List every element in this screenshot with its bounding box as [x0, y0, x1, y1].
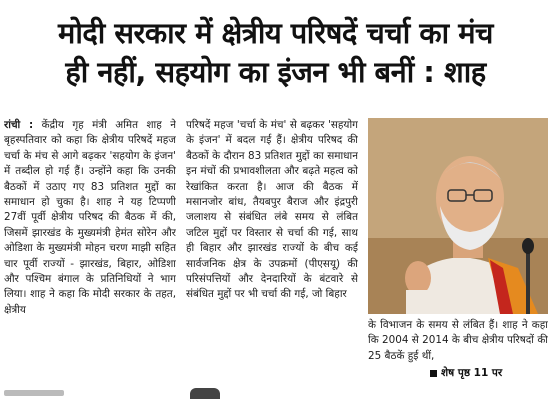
- continued-text: शेष पृष्ठ 11 पर: [441, 367, 503, 379]
- square-bullet-icon: [430, 370, 437, 377]
- cropped-image-fragment-2: [190, 388, 220, 399]
- dateline: रांची :: [4, 119, 34, 131]
- headline-line-2: ही नहीं, सहयोग का इंजन भी बनीं : शाह: [65, 55, 486, 89]
- article-column-2: [186, 118, 358, 384]
- headline-line-1: मोदी सरकार में क्षेत्रीय परिषदें चर्चा का मंच: [58, 16, 493, 50]
- article-text-1: केंद्रीय गृह मंत्री अमित शाह ने बृहस्पतिवार को कहा कि क्षेत्रीय परिषदें महज चर्चा के मंच से आगे बढ़कर 'सहयोग के इंजन' में तब्दील हो गई हैं। उन्होंने कहा कि उनकी बैठकों में उठाए गए 83 प्रतिशत मुद्दों का समाधान हो चुका है। शाह ने यह टिप्पणी 27वीं पूर्वी क्षेत्रीय परिषद की बैठक में की, जिसमें झारखंड के मुख्यमंत्री हेमंत सोरेन और ओडिशा के मुख्यमंत्री मोहन चरण माझी सहित चार पूर्वी राज्यों - झारखंड, बिहार, ओडिशा और पश्चिम बंगाल के प्रतिनिधियों ने भाग लिया। शाह ने कहा कि मोदी सरकार के तहत, क्षेत्रीय: [4, 119, 176, 316]
- cropped-image-fragment: [4, 390, 64, 396]
- portrait-illustration: [368, 118, 548, 314]
- next-article-strip: [0, 386, 551, 401]
- continued-on-page: [430, 366, 502, 380]
- article-text-3: के विभाजन के समय से लंबित हैं। शाह ने कहा कि 2004 से 2014 के बीच क्षेत्रीय परिषदों की 25 बैठकें हुई थीं,: [368, 319, 548, 362]
- article-column-1: [4, 118, 176, 384]
- article-text-2: परिषदें महज 'चर्चा के मंच' से बढ़कर 'सहयोग के इंजन' में बदल गई हैं। क्षेत्रीय परिषद की बैठकों के दौरान 83 प्रतिशत मुद्दों का समाधान इन मंचों की प्रभावशीलता और बढ़ते महत्व को रेखांकित करता है। आज की बैठक में मसानजोर बांध, तैयबपुर बैराज और इंद्रपुरी जलाशय से संबंधित लंबे समय से लंबित जटिल मुद्दों पर विस्तार से चर्चा की गई, साथ ही बिहार और झारखंड राज्यों के बीच कई सार्वजनिक क्षेत्र के उपक्रमों (पीएसयू) की परिसंपत्तियों और देनदारियों के बंटवारे से संबंधित मुद्दों पर भी चर्चा की गई, जो बिहार: [186, 119, 358, 301]
- headline: [0, 14, 551, 92]
- news-photo: [368, 118, 548, 314]
- previous-page-strip: [0, 0, 551, 12]
